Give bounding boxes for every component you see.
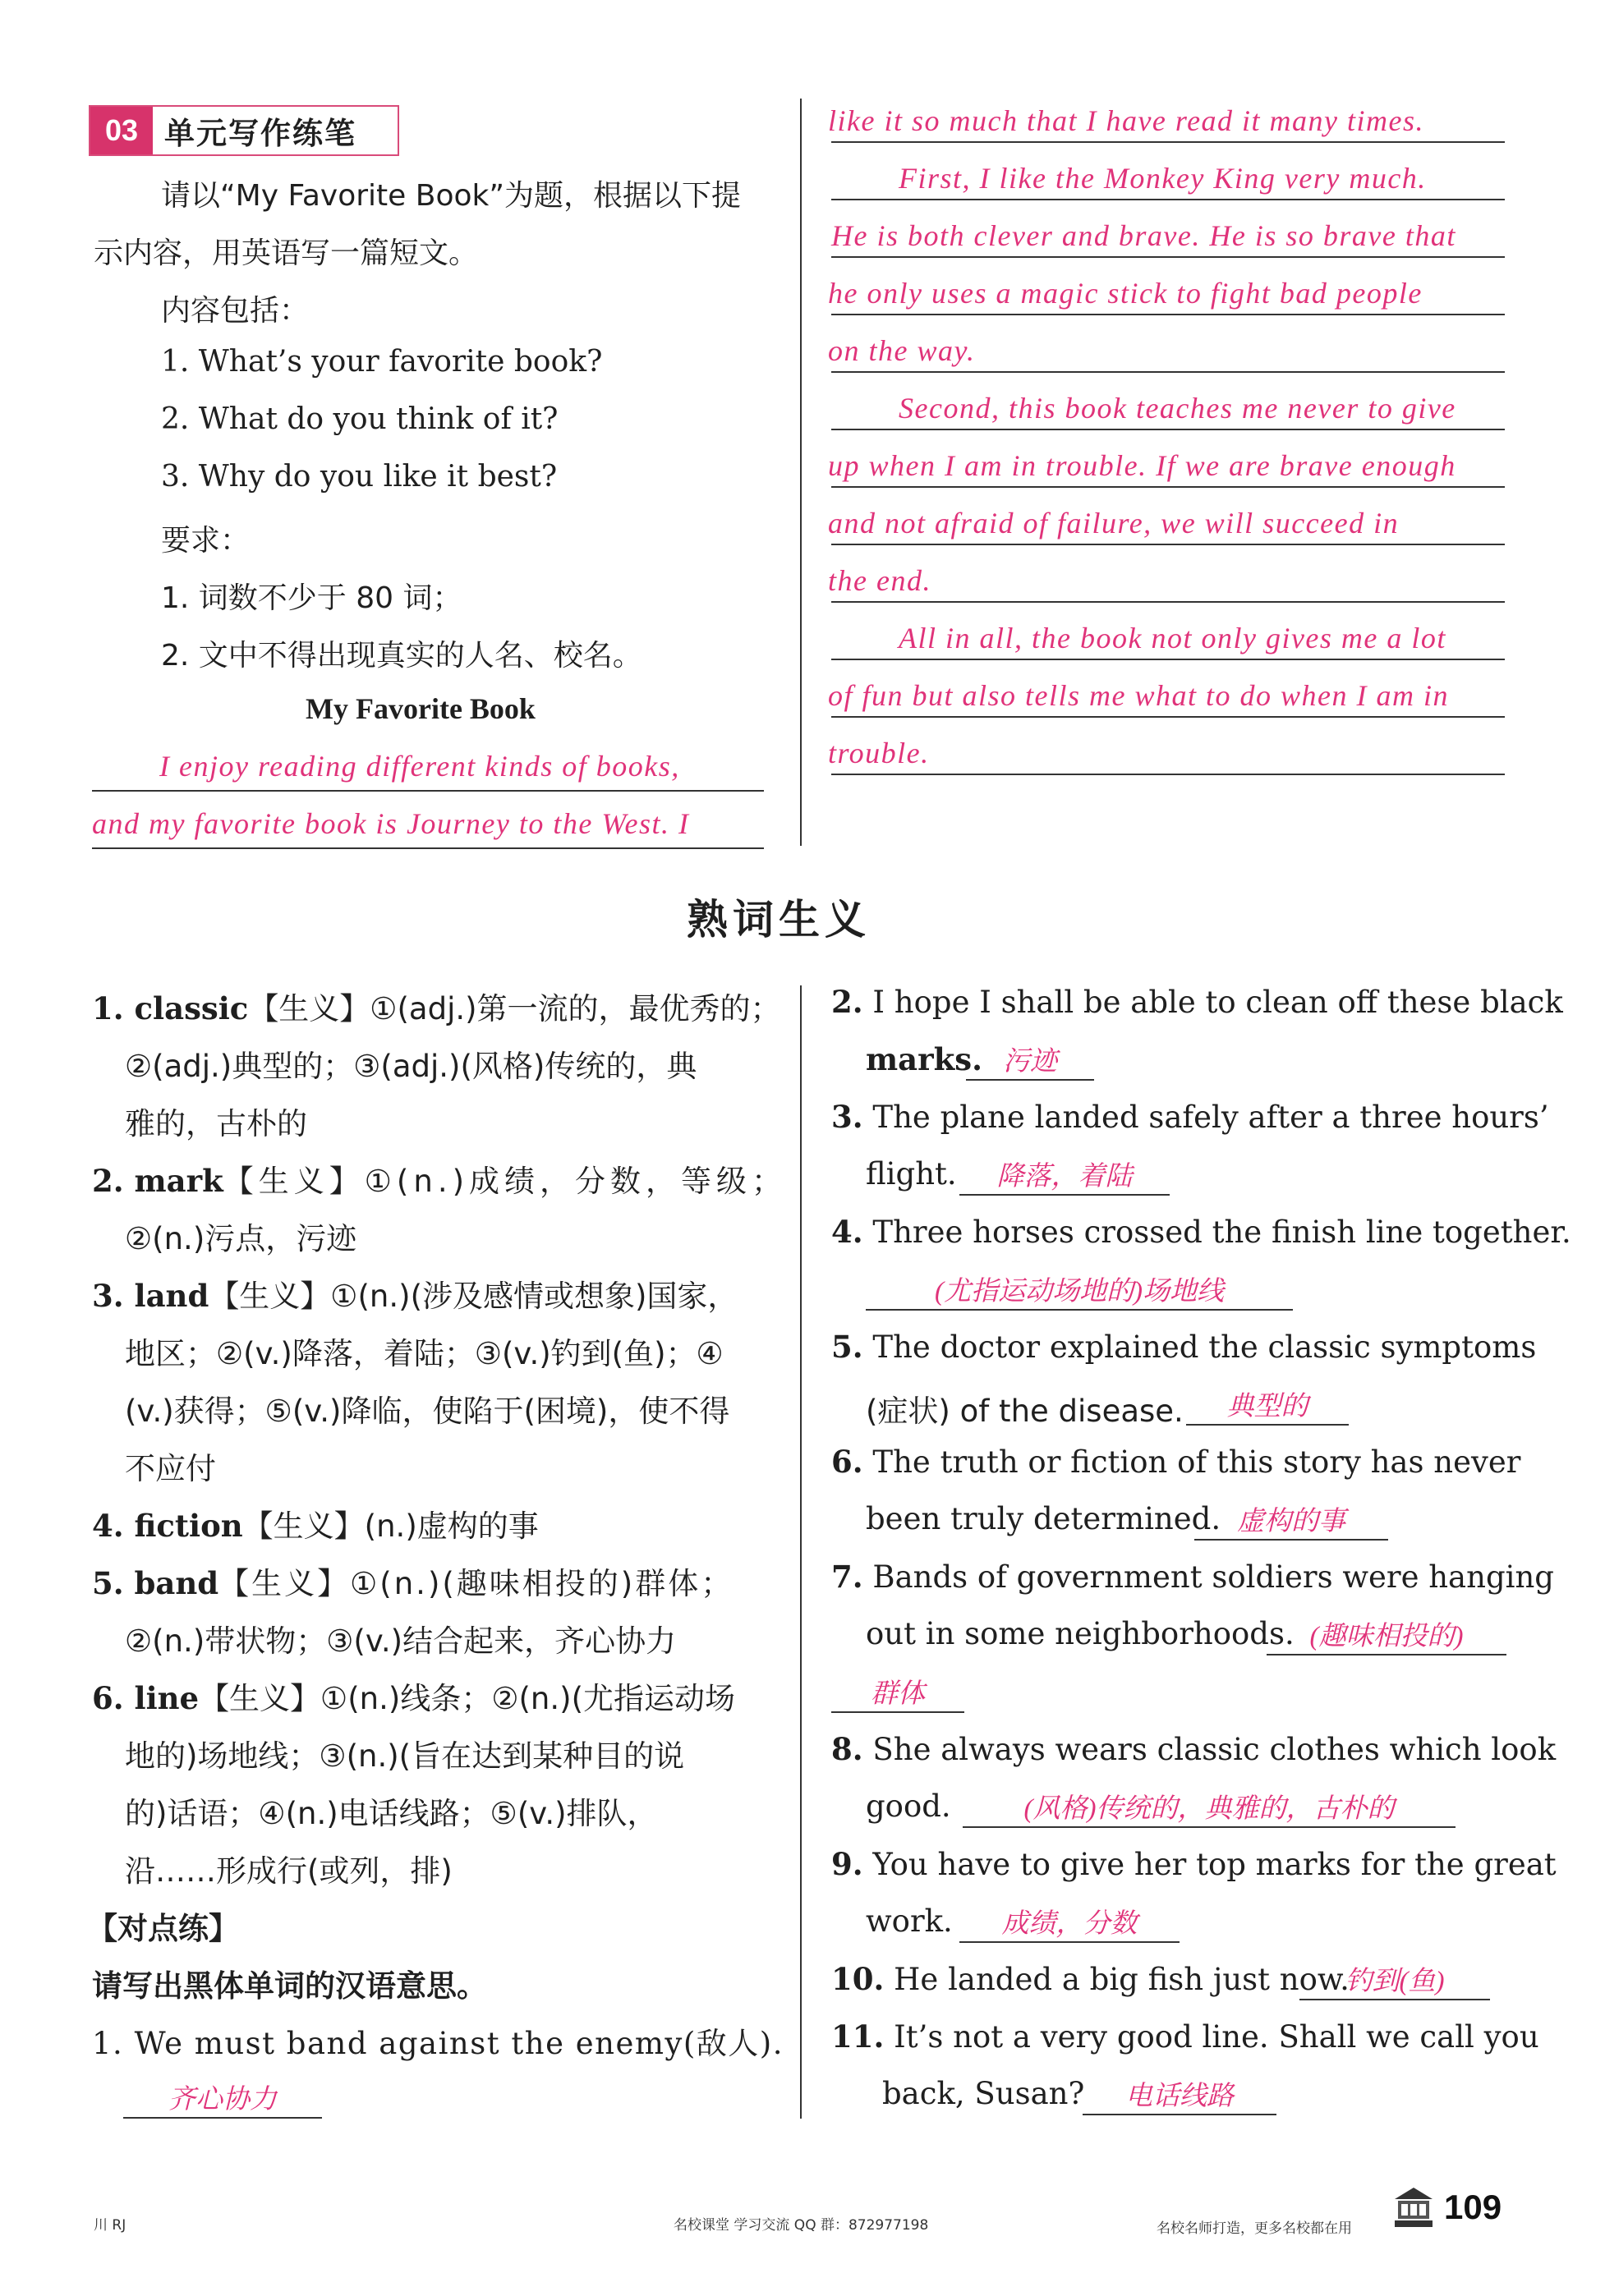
entry-line: 地区；②(v.)降落，着陆；③(v.)钓到(鱼)；④ [125,1336,724,1371]
essay-right-line-2: First, I like the Monkey King very much. [899,162,1427,195]
question-text: good. [866,1789,951,1824]
answer-line [959,1941,1180,1943]
question-number: 5. [831,1329,863,1365]
essay-rule [831,774,1505,775]
question-9 [831,1846,1557,1882]
question-7 [831,1559,1554,1595]
question-text: It’s not a very good line. Shall we call you [894,2019,1539,2055]
answer-line [959,1194,1170,1196]
prompt-line-1: 请以“My Favorite Book”为题，根据以下提 [161,179,742,213]
question-number: 8. [831,1731,863,1767]
essay-right-line-12: trouble. [828,737,930,769]
essay-rule [92,790,764,792]
question-text: The truth or fiction of this story has never [872,1444,1521,1480]
essay-right-line-11: of fun but also tells me what to do when I am in [828,679,1449,712]
page-number: 109 [1444,2188,1502,2226]
entry-line: 【生义】(n.)虚构的事 [242,1508,539,1544]
entry-line: ②(n.)污点，污迹 [125,1221,357,1256]
entry-6 [92,1674,735,1718]
question-answer: 虚构的事 [1237,1507,1345,1536]
bottom-divider [800,985,802,2119]
question-11 [831,2018,1539,2055]
answer-line [1194,1539,1388,1541]
entry-word: 5. band [92,1565,219,1601]
section-tag [89,105,399,156]
entry-word: 1. classic [92,990,249,1026]
question-number: 6. [831,1444,863,1480]
answer-line [963,1826,1456,1828]
entry-line: 雅的，古朴的 [125,1106,307,1141]
essay-rule [831,716,1505,718]
top-divider [800,99,802,846]
question-5 [831,1329,1536,1365]
question-text: (症状) of the disease. [866,1394,1184,1429]
essay-right-line-10: All in all, the book not only gives me a lot [899,622,1446,654]
essay-rule [831,314,1505,315]
question-text: been truly determined. [866,1501,1221,1536]
question-answer: 降落，着陆 [996,1162,1133,1192]
entry-line: ②(adj.)典型的；③(adj.)(风格)传统的，典 [125,1049,697,1084]
answer-line [1083,2114,1276,2115]
question-6 [831,1444,1520,1480]
question-text: Bands of government soldiers were hanging [872,1559,1554,1595]
entry-line: 【生义】①(n.)(趣味相投的)群体； [218,1566,734,1601]
entry-word: 6. line [92,1680,200,1716]
essay-title: My Favorite Book [306,692,536,725]
essay-rule [831,486,1505,488]
question-10 [831,1961,1350,1997]
essay-right-line-3: He is both clever and brave. He is so brave that [831,219,1456,252]
essay-rule [831,659,1505,660]
entry-2 [92,1156,787,1201]
point-1: 1. What’s your favorite book? [161,345,603,379]
requirement-2: 2. 文中不得出现真实的人名、校名。 [161,639,642,673]
essay-rule [92,847,764,849]
question-answer: (风格)传统的，典雅的，古朴的 [1023,1794,1395,1824]
footer-slogan: 名校名师打造，更多名校都在用 [1157,2220,1352,2237]
answer-line [1267,1654,1506,1655]
footer-edition: 川 RJ [94,2217,126,2234]
question-answer: (趣味相投的) [1309,1622,1464,1651]
question-number: 11. [831,2018,885,2055]
entry-line: 【生义】①(adj.)第一流的，最优秀的； [248,991,781,1026]
prompt-line-2: 示内容，用英语写一篇短文。 [94,236,479,270]
question-text: back, Susan? [882,2076,1085,2111]
question-answer: 钓到(鱼) [1345,1967,1445,1996]
entry-word: 2. mark [92,1163,223,1199]
essay-rule [831,601,1505,603]
entry-line: ②(n.)带状物；③(v.)结合起来，齐心协力 [125,1623,677,1659]
answer-line [966,1079,1094,1081]
question-number: 9. [831,1846,863,1882]
practice-instruction: 请写出黑体单词的汉语意思。 [92,1968,487,2004]
essay-right-line-4: he only uses a magic stick to fight bad people [828,277,1423,310]
answer-line [1299,1999,1490,2000]
essay-rule [831,199,1505,200]
answer-line [123,2117,322,2119]
point-3: 3. Why do you like it best? [161,460,558,494]
content-label: 内容包括： [161,294,310,328]
entry-line: 不应付 [125,1451,216,1486]
essay-right-line-9: the end. [828,564,931,597]
vocab-title: 熟词生义 [687,896,871,944]
question-text: I hope I shall be able to clean off these black [872,985,1563,1020]
entry-line: 地的)场地线；③(n.)(旨在达到某种目的说 [125,1738,685,1774]
requirement-1: 1. 词数不少于 80 词； [161,581,462,615]
entry-5 [92,1559,734,1603]
question-8 [831,1731,1556,1767]
essay-left-line-2: and my favorite book is Journey to the West. I [92,807,690,840]
question-1: 1. We must band against the enemy(敌人). [92,2026,784,2061]
entry-3 [92,1271,738,1316]
essay-right-line-1: like it so much that I have read it many times. [828,104,1425,137]
entry-line: 【生义】①(n.)(涉及感情或想象)国家， [209,1279,738,1314]
essay-left-line-1: I enjoy reading different kinds of books, [159,750,680,783]
entry-line: 的)话语；④(n.)电话线路；⑤(v.)排队， [125,1796,658,1831]
footer-group: 名校课堂 学习交流 QQ 群：872977198 [674,2217,929,2234]
entry-line: 沿……形成行(或列，排) [125,1853,453,1889]
essay-rule [831,544,1505,545]
section-title: 单元写作练笔 [164,116,356,151]
question-text: She always wears classic clothes which look [872,1732,1557,1767]
logo-icon [1390,2184,1437,2232]
requirements-label: 要求： [161,524,251,558]
entry-word: 3. land [92,1278,209,1314]
point-2: 2. What do you think of it? [161,402,559,436]
essay-right-line-8: and not afraid of failure, we will succeed in [828,507,1400,540]
answer-line [1186,1424,1349,1426]
essay-rule [831,429,1505,430]
practice-label: 【对点练】 [87,1911,239,1946]
entry-line: 【生义】①(n.)成绩，分数，等级； [223,1164,788,1199]
question-text: You have to give her top marks for the great [872,1847,1557,1882]
question-number: 4. [831,1214,863,1250]
entry-line: (v.)获得；⑤(v.)降临，使陷于(困境)，使不得 [125,1394,730,1429]
question-text: out in some neighborhoods. [866,1616,1295,1651]
answer-line [866,1309,1293,1311]
entry-4 [92,1501,539,1545]
question-text: He landed a big fish just now. [894,1962,1350,1997]
essay-right-line-5: on the way. [828,334,976,367]
question-text: flight. [866,1156,957,1192]
question-text: The doctor explained the classic symptoms [872,1329,1537,1365]
question-answer: (尤指运动场地的)场地线 [935,1277,1224,1306]
question-answer: 污迹 [1003,1047,1057,1077]
question-text: marks. [866,1041,982,1077]
question-text: The plane landed safely after a three hours’ [872,1100,1549,1135]
essay-rule [831,141,1505,143]
question-answer: 典型的 [1226,1392,1308,1421]
question-text: work. [866,1903,953,1939]
section-number: 03 [90,107,153,154]
essay-right-line-7: up when I am in trouble. If we are brave enough [828,449,1456,482]
question-4 [831,1214,1571,1250]
question-number: 7. [831,1559,863,1595]
question-answer: 成绩，分数 [1001,1909,1138,1939]
question-1-answer: 齐心协力 [168,2085,277,2115]
question-number: 2. [831,984,863,1020]
question-answer-cont: 群体 [871,1679,925,1709]
answer-line [831,1711,964,1713]
question-number: 10. [831,1961,885,1997]
question-answer: 电话线路 [1125,2082,1234,2111]
question-3 [831,1099,1549,1135]
question-text: Three horses crossed the finish line together. [872,1215,1571,1250]
essay-rule [831,371,1505,373]
entry-1 [92,984,781,1028]
entry-line: 【生义】①(n.)线条；②(n.)(尤指运动场 [199,1681,735,1716]
essay-right-line-6: Second, this book teaches me never to give [899,392,1456,425]
question-2 [831,984,1563,1020]
essay-rule [831,256,1505,258]
question-number: 3. [831,1099,863,1135]
entry-word: 4. fiction [92,1508,243,1544]
